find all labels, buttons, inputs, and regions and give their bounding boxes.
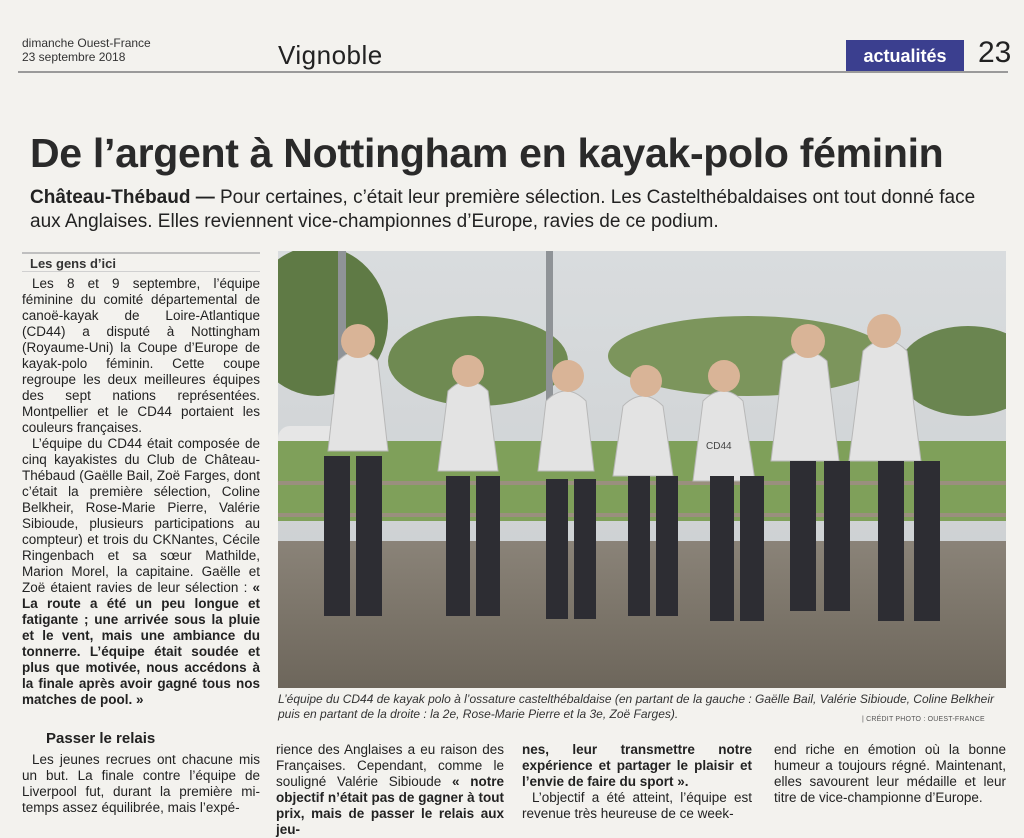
column-1-end: [22, 752, 260, 816]
column-1: [22, 276, 260, 708]
paragraph: end riche en émotion où la bonne humeur a toujours régné. Maintenant, elles savourent leur médaille et leur titre de vice-championne d’Europe.: [774, 742, 1006, 805]
jersey-label: CD44: [706, 441, 732, 452]
rubric-badge: actualités: [846, 40, 964, 72]
standfirst: [30, 186, 1000, 234]
issue-info: [22, 36, 151, 64]
paragraph: Les jeunes recrues ont chacune mis un but. La finale contre l’équipe de Liverpool fut, durant la première mi-temps assez équilibrée, mais l’expé-: [22, 752, 260, 815]
photo-credit: | CRÉDIT PHOTO : OUEST-FRANCE: [862, 716, 985, 723]
column-2: [276, 742, 504, 838]
column-4: [774, 742, 1006, 806]
paper-day: dimanche Ouest-France: [22, 36, 151, 50]
column-3: [522, 742, 752, 822]
paragraph: L’objectif a été atteint, l’équipe est revenue très heureuse de ce week-: [522, 790, 752, 821]
section-title: Vignoble: [278, 40, 383, 70]
team-photo-illustration: [278, 251, 1006, 688]
header-rule: [18, 71, 1008, 73]
quote: nes, leur transmettre notre expérience et partager le plaisir et l’envie de faire du sport ».: [522, 742, 752, 789]
issue-date: 23 septembre 2018: [22, 50, 126, 64]
quote: « notre objectif n’était pas de gagner à tout prix, mais de passer le relais aux jeu-: [276, 774, 504, 837]
standfirst-text: Pour certaines, c’était leur première sélection. Les Castelthébaldaises ont tout donné face aux Anglaises. Elles reviennent vice-championnes d’Europe, ravies de ce podium.: [30, 187, 976, 232]
headline: De l’argent à Nottingham en kayak-polo féminin: [30, 130, 944, 176]
paragraph-text: rience des Anglaises a eu raison des Françaises. Cependant, comme le souligné Valérie Sibioude: [276, 742, 504, 789]
quote: « La route a été un peu longue et fatigante ; une arrivée sous la pluie et le vent, mais une ambiance du tonnerre. L’équipe était soudée et plus que motivée, nous accédons à la finale après avoir gagné tous nos matches de pool. »: [22, 580, 260, 707]
paragraph: Les 8 et 9 septembre, l’équipe féminine du comité départemental de canoë-kayak de Loire-Atlantique (CD44) a disputé à Nottingham (Royaume-Uni) la Coupe d’Europe de kayak-polo féminin. Cette coupe regroupe les deux meilleures équipes des sept nations représentées. Montpellier et le CD44 portaient les couleurs françaises.: [22, 276, 260, 435]
standfirst-place: Château-Thébaud —: [30, 187, 215, 208]
kicker: Les gens d’ici: [22, 252, 260, 272]
team-photo: [278, 251, 1006, 688]
subheading: Passer le relais: [46, 730, 156, 747]
paragraph: [276, 742, 504, 838]
photo-caption: L’équipe du CD44 de kayak polo à l’ossature castelthébaldaise (en partant de la gauche : Gaëlle Bail, Valérie Sibioude, Coline Belkheir puis en partant de la droite : la 2e, Rose-Marie Pierre et la 3e, Zoë Farges).: [278, 692, 995, 721]
paragraph: [22, 436, 260, 708]
page-number: 23: [978, 36, 1012, 69]
paragraph-text: L’équipe du CD44 était composée de cinq kayakistes du Club de Château-Thébaud (Gaëlle Bail, Zoë Farges, dont c’était la première sélection, Coline Belkheir, Rose-Marie Pierre, Valérie Sibioude, plusieurs participations au compteur) et trois du CKNantes, Cécile Ringenbach et sa sœur Mathilde, Marion Morel, la capitaine. Gaëlle et Zoë étaient ravies de leur sélection :: [22, 436, 260, 595]
